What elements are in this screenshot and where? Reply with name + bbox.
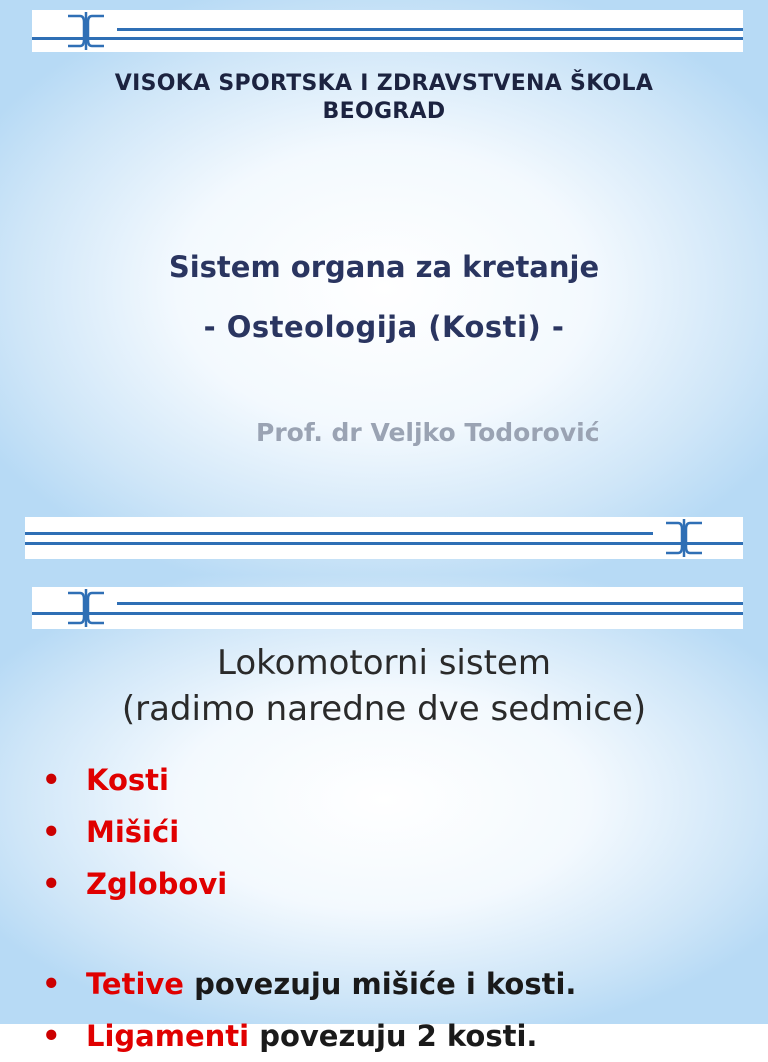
school-logo-icon [62, 587, 110, 629]
bullet-zglobovi: Zglobovi [86, 867, 228, 901]
bullet-misici: Mišići [86, 815, 180, 849]
list-item: • Kosti [42, 763, 169, 797]
header-band [32, 10, 743, 52]
bullet-partial-term: Ligamenti [86, 1019, 250, 1053]
slide-title: Sistem organa za kretanje [168, 250, 600, 284]
list-item: • Ligamenti povezuju 2 kosti. [42, 1019, 538, 1053]
slide-subtitle: - Osteologija (Kosti) - [203, 310, 565, 344]
school-name-line2: BEOGRAD [322, 99, 446, 124]
school-name-line1: VISOKA SPORTSKA I ZDRAVSTVENA ŠKOLA [114, 71, 654, 96]
bullet-tetive-term: Tetive [86, 967, 184, 1001]
footer-band [25, 517, 743, 559]
content-title-line2: (radimo naredne dve sedmice) [121, 689, 647, 729]
list-item: • Mišići [42, 815, 180, 849]
list-item: • Zglobovi [42, 867, 228, 901]
author: Prof. dr Veljko Todorović [256, 418, 600, 447]
bullet-list-secondary [42, 958, 576, 1062]
content-title-line1: Lokomotorni sistem [217, 643, 551, 683]
list-item: • Tetive povezuju mišiće i kosti. [42, 967, 577, 1001]
bullet-list [42, 754, 227, 910]
bullet-kosti: Kosti [86, 763, 169, 797]
content-slide-title [0, 640, 768, 732]
header-band [32, 587, 743, 629]
bullet-tetive-text: povezuju mišiće i kosti. [183, 967, 577, 1001]
school-name [0, 70, 768, 126]
school-logo-icon [660, 517, 708, 559]
bullet-partial-text: povezuju 2 kosti. [249, 1019, 538, 1053]
school-logo-icon [62, 10, 110, 52]
